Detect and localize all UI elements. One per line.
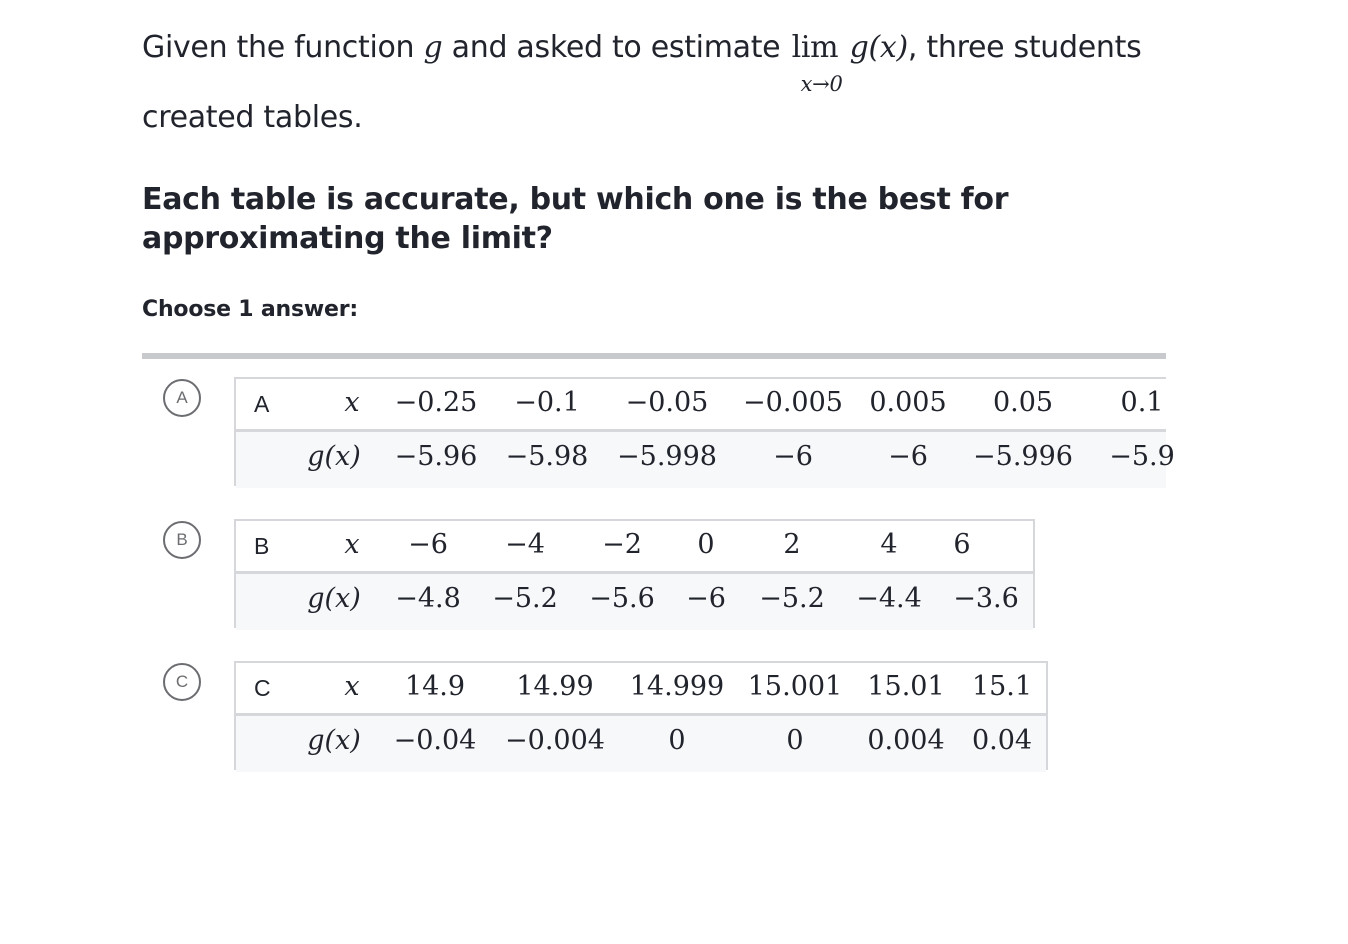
table-a	[234, 377, 1175, 486]
table-c-g-row	[236, 713, 1046, 772]
limit-expression	[791, 30, 843, 96]
table-b-x-row	[236, 521, 1033, 571]
question-text-end: , three students	[907, 30, 1142, 65]
g-value: −0.04	[393, 725, 477, 756]
x-value: −4	[505, 529, 545, 560]
x-value: −0.05	[625, 387, 709, 418]
x-value: −6	[408, 529, 448, 560]
g-value: −6	[686, 583, 726, 614]
table-b	[234, 519, 1035, 628]
divider	[142, 353, 1166, 359]
x-value: 0.005	[869, 387, 947, 418]
radio-button-c[interactable]: C	[163, 663, 201, 701]
limit-function: g(x)	[849, 30, 908, 65]
x-value: 0.1	[1120, 387, 1164, 418]
g-value: −6	[773, 441, 813, 472]
g-value: −0.004	[505, 725, 605, 756]
x-value: 4	[880, 529, 898, 560]
lim-word: lim	[791, 30, 839, 65]
g-value: 0	[668, 725, 686, 756]
table-c-x-row	[236, 663, 1046, 713]
g-value: −5.2	[759, 583, 825, 614]
question-text-mid: and asked to estimate	[442, 30, 790, 65]
x-value: 2	[783, 529, 801, 560]
g-value: −5.6	[589, 583, 655, 614]
x-value: −0.005	[743, 387, 843, 418]
g-value: −5.96	[394, 441, 478, 472]
question-text-start: Given the function	[142, 30, 424, 65]
g-header: g(x)	[307, 441, 361, 472]
lim-subscript: x→0	[800, 72, 843, 96]
g-value: −5.996	[973, 441, 1073, 472]
g-value: −3.6	[953, 583, 1019, 614]
option-letter-c: C	[254, 675, 271, 701]
g-header: g(x)	[307, 583, 361, 614]
g-value: −6	[888, 441, 928, 472]
g-value: −5.998	[617, 441, 717, 472]
option-letter-b: B	[254, 533, 270, 559]
x-value: −0.1	[514, 387, 580, 418]
g-value: −5.98	[505, 441, 589, 472]
function-symbol: g	[423, 30, 443, 65]
x-value: 14.999	[629, 671, 725, 702]
x-value: −2	[602, 529, 642, 560]
question-line-1	[142, 30, 1142, 96]
g-header: g(x)	[307, 725, 361, 756]
x-value: 15.1	[971, 671, 1033, 702]
option-letter-a: A	[254, 391, 270, 417]
table-c	[234, 661, 1048, 770]
choose-label: Choose 1 answer:	[142, 297, 358, 322]
table-a-x-row	[236, 379, 1166, 429]
x-header: x	[344, 529, 360, 560]
x-value: −0.25	[394, 387, 478, 418]
question-line-2: created tables.	[142, 100, 363, 135]
x-value: 6	[953, 529, 971, 560]
x-value: 14.9	[404, 671, 466, 702]
g-value: 0	[786, 725, 804, 756]
x-value: 14.99	[516, 671, 594, 702]
x-value: 0.05	[992, 387, 1054, 418]
g-value: −5.2	[492, 583, 558, 614]
x-value: 0	[697, 529, 715, 560]
question-prompt: Each table is accurate, but which one is the best for approximating the limit?	[142, 182, 1009, 256]
x-value: 15.01	[867, 671, 945, 702]
g-value: −5.9	[1109, 441, 1175, 472]
g-value: 0.004	[867, 725, 945, 756]
table-b-g-row	[236, 571, 1033, 630]
radio-button-a[interactable]: A	[163, 379, 201, 417]
g-value: 0.04	[971, 725, 1033, 756]
table-a-g-row	[236, 429, 1175, 488]
g-value: −4.4	[856, 583, 922, 614]
x-header: x	[344, 387, 360, 418]
x-header: x	[344, 671, 360, 702]
g-value: −4.8	[395, 583, 461, 614]
radio-button-b[interactable]: B	[163, 521, 201, 559]
x-value: 15.001	[747, 671, 843, 702]
